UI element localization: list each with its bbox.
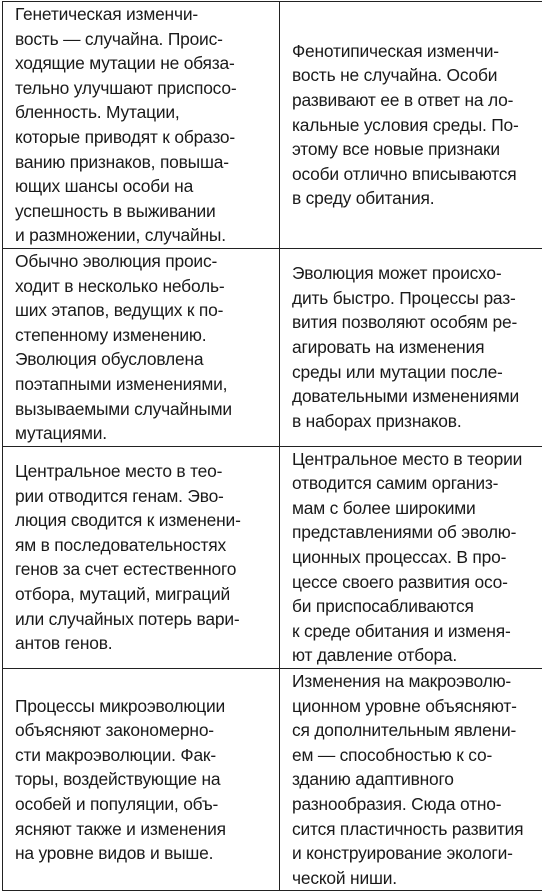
text-line: разнообразия. Сюда отно-: [292, 792, 542, 817]
text-line: которые приводят к образо-: [15, 125, 269, 150]
text-line: ям в последовательностях: [15, 533, 269, 558]
text-line: поэтапными изменениями,: [15, 372, 269, 397]
table-cell-right: [280, 248, 542, 446]
text-line: ционном уровне объясняют-: [292, 694, 542, 719]
table-row: [3, 2, 542, 249]
text-line: особи отлично вписываются: [292, 162, 542, 187]
text-line: торы, воздействующие на: [15, 767, 269, 792]
text-line: Фенотипическая изменчи-: [292, 39, 542, 64]
text-line: объясняют закономерно-: [15, 718, 269, 743]
text-line: среды или мутации после-: [292, 360, 542, 385]
text-line: вызываемыми случайными: [15, 397, 269, 422]
text-line: вития позволяют особям ре-: [292, 310, 542, 335]
text-line: дить быстро. Процессы раз-: [292, 286, 542, 311]
table-cell-left: [3, 248, 280, 446]
text-line: вость не случайна. Особи: [292, 63, 542, 88]
text-line: Обычно эволюция проис-: [15, 249, 269, 274]
text-line: отбора, мутаций, миграций: [15, 582, 269, 607]
text-line: успешность в выживании: [15, 199, 269, 224]
text-line: люция сводится к изменени-: [15, 508, 269, 533]
text-line: ходит в несколько неболь-: [15, 274, 269, 299]
text-line: отводится самим организ-: [292, 471, 542, 496]
text-line: и конструирование экологи-: [292, 841, 542, 866]
text-line: бленность. Мутации,: [15, 100, 269, 125]
table-row: [3, 248, 542, 446]
table-cell-left: [3, 2, 280, 249]
comparison-table: [2, 1, 542, 891]
text-line: Процессы микроэволюции: [15, 694, 269, 719]
text-line: и размножении, случайны.: [15, 223, 269, 248]
text-line: антов генов.: [15, 631, 269, 656]
text-line: к среде обитания и изменя-: [292, 619, 542, 644]
text-line: ческой ниши.: [292, 866, 542, 891]
text-line: представлениями об эволю-: [292, 520, 542, 545]
table-row: [3, 446, 542, 668]
text-line: в наборах признаков.: [292, 409, 542, 434]
text-line: Эволюция обусловлена: [15, 347, 269, 372]
text-line: сти макроэволюции. Фак-: [15, 743, 269, 768]
table-cell-left: [3, 446, 280, 668]
text-line: ясняют также и изменения: [15, 817, 269, 842]
text-line: сится пластичность развития: [292, 817, 542, 842]
text-line: ют давление отбора.: [292, 643, 542, 668]
text-line: кальные условия среды. По-: [292, 113, 542, 138]
text-line: агировать на изменения: [292, 335, 542, 360]
text-line: вость — случайна. Проис-: [15, 27, 269, 52]
text-line: ем — способностью к со-: [292, 743, 542, 768]
text-line: этому все новые признаки: [292, 137, 542, 162]
text-line: ционных процессах. В про-: [292, 545, 542, 570]
text-line: в среду обитания.: [292, 186, 542, 211]
text-line: на уровне видов и выше.: [15, 841, 269, 866]
text-line: ходящие мутации не обяза-: [15, 51, 269, 76]
text-line: ся дополнительным явлени-: [292, 718, 542, 743]
text-line: тельно улучшают приспосо-: [15, 76, 269, 101]
text-line: ванию признаков, повыша-: [15, 150, 269, 175]
text-line: ющих шансы особи на: [15, 174, 269, 199]
text-line: или случайных потерь вари-: [15, 607, 269, 632]
text-line: би приспосабливаются: [292, 594, 542, 619]
text-line: Генетическая изменчи-: [15, 2, 269, 27]
text-line: довательными изменениями: [292, 384, 542, 409]
text-line: Изменения на макроэволю-: [292, 669, 542, 694]
text-line: рии отводится генам. Эво-: [15, 484, 269, 509]
table-cell-right: [280, 2, 542, 249]
text-line: степенному изменению.: [15, 323, 269, 348]
text-line: мутациями.: [15, 421, 269, 446]
text-line: Центральное место в тео-: [15, 459, 269, 484]
text-line: особей и популяции, объ-: [15, 792, 269, 817]
text-line: Эволюция может происхо-: [292, 261, 542, 286]
text-line: мам с более широкими: [292, 496, 542, 521]
table-cell-left: [3, 669, 280, 891]
table-row: [3, 669, 542, 891]
text-line: цессе своего развития осо-: [292, 570, 542, 595]
table-cell-right: [280, 446, 542, 668]
text-line: развивают ее в ответ на ло-: [292, 88, 542, 113]
text-line: Центральное место в теории: [292, 447, 542, 472]
text-line: зданию адаптивного: [292, 767, 542, 792]
table-cell-right: [280, 669, 542, 891]
text-line: генов за счет естественного: [15, 557, 269, 582]
text-line: ших этапов, ведущих к по-: [15, 298, 269, 323]
